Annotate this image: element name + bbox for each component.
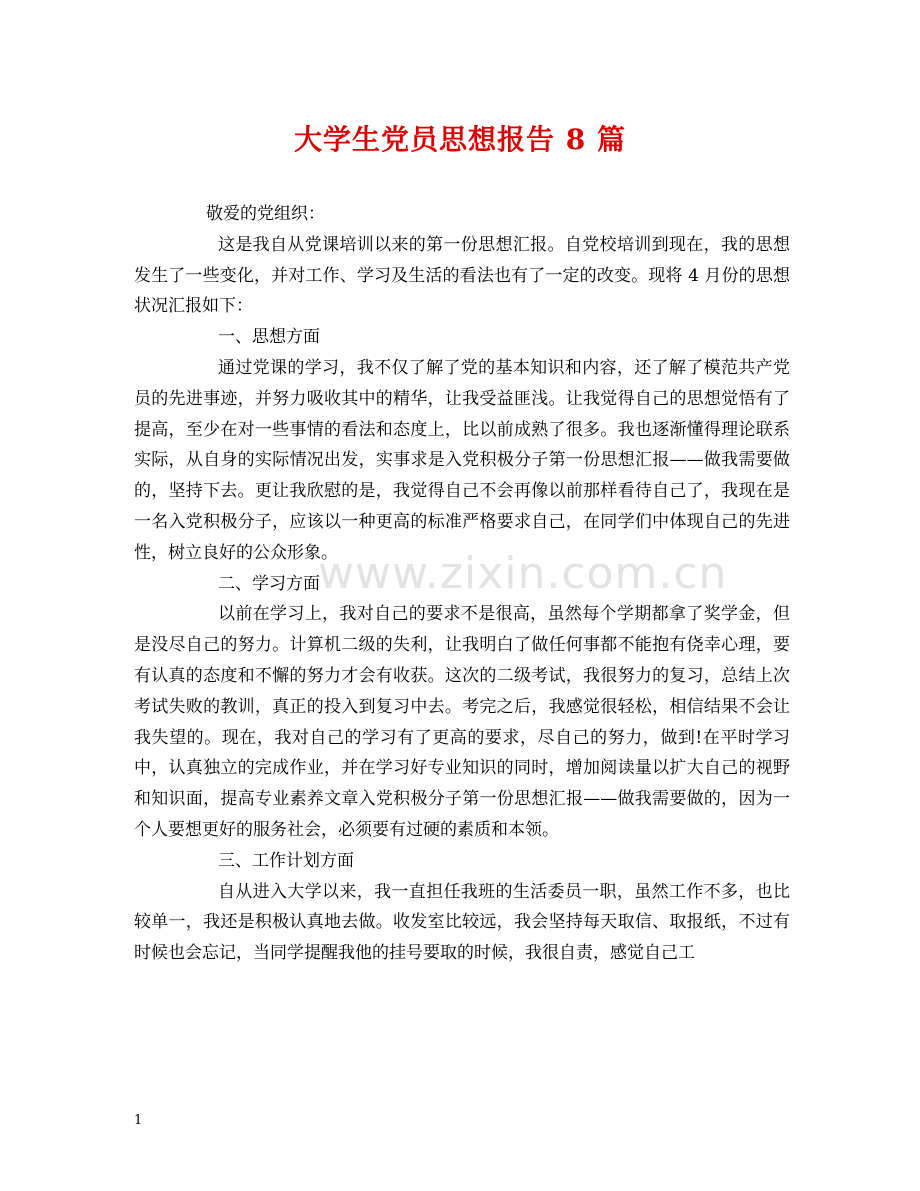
page-number: 1 (134, 1113, 143, 1128)
watermark: www.zixin.com.cn (318, 548, 728, 599)
paragraph-work: 自从进入大学以来，我一直担任我班的生活委员一职，虽然工作不多，也比较单一，我还是积极认真地去做。收发室比较远，我会坚持每天取信、取报纸，不过有时候也会忘记，当同学提醒我他的挂号要取的时候，我很自责，感觉自己工 (134, 881, 790, 964)
section-heading-study: 二、学习方面 (218, 573, 320, 594)
section-heading-work: 三、工作计划方面 (218, 850, 354, 871)
paragraph-study: 以前在学习上，我对自己的要求不是很高，虽然每个学期都拿了奖学金，但是没尽自己的努力。计算机二级的失利，让我明白了做任何事都不能抱有侥幸心理，要有认真的态度和不懈的努力才会有收获。这次的二级考试，我很努力的复习，总结上次考试失败的教训，真正的投入到复习中去。考完之后，我感觉很轻松，相信结果不会让我失望的。现在，我对自己的学习有了更高的要求，尽自己的努力，做到!在平时学习中，认真独立的完成作业，并在学习好专业知识的同时，增加阅读量以扩大自己的视野和知识面，提高专业素养文章入党积极分子第一份思想汇报——做我需要做的，因为一个人要想更好的服务社会，必须要有过硬的素质和本领。 (134, 604, 790, 840)
document-title: 大学生党员思想报告 8 篇 (294, 123, 626, 156)
paragraph-intro: 这是我自从党课培训以来的第一份思想汇报。自党校培训到现在，我的思想发生了一些变化，并对工作、学习及生活的看法也有了一定的改变。现将 4 月份的思想状况汇报如下： (134, 234, 790, 317)
paragraph-thought: 通过党课的学习，我不仅了解了党的基本知识和内容，还了解了模范共产党员的先进事迹，并努力吸收其中的精华，让我受益匪浅。让我觉得自己的思想觉悟有了提高，至少在对一些事情的看法和态度上，比以前成熟了很多。我也逐渐懂得理论联系实际，从自身的实际情况出发，实事求是入党积极分子第一份思想汇报——做我需要做的，坚持下去。更让我欣慰的是，我觉得自己不会再像以前那样看待自己了，我现在是一名入党积极分子，应该以一种更高的标准严格要求自己，在同学们中体现自己的先进性，树立良好的公众形象。 (134, 357, 790, 563)
salutation: 敬爱的党组织： (206, 204, 325, 224)
document-body (134, 199, 790, 969)
section-heading-thought: 一、思想方面 (218, 327, 320, 348)
